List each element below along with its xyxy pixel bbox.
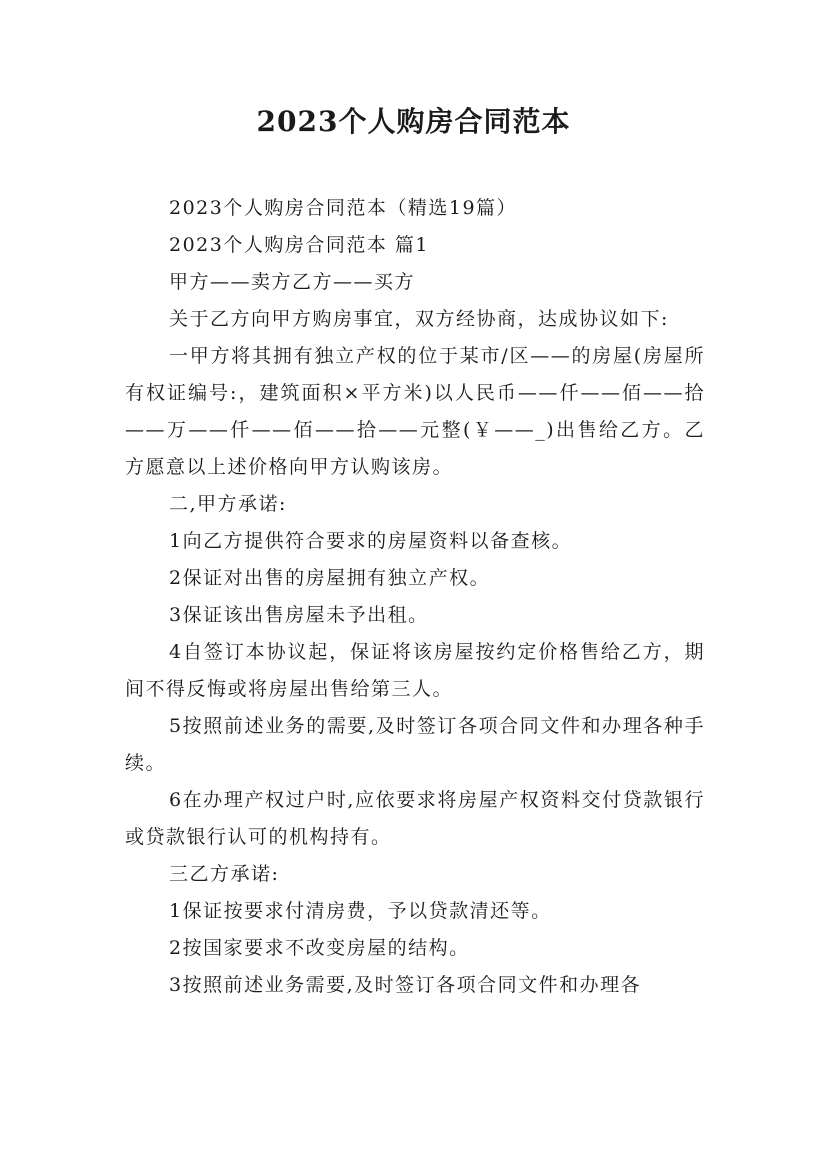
paragraph-seller-2: 2保证对出售的房屋拥有独立产权。: [169, 567, 491, 589]
paragraph-seller-1: 1向乙方提供符合要求的房屋资料以备查核。: [169, 530, 573, 552]
paragraph-buyer-2: 2按国家要求不改变房屋的结构。: [169, 937, 470, 959]
paragraph-intro: 关于乙方向甲方购房事宜，双方经协商，达成协议如下:: [169, 308, 669, 330]
paragraph-parties: 甲方——卖方乙方——买方: [169, 271, 416, 293]
paragraph-buyer-1: 1保证按要求付清房费，予以贷款清还等。: [169, 900, 552, 922]
paragraph-seller-6: 6在办理产权过户时,应依要求将房屋产权资料交付贷款银行或贷款银行认可的机构持有。: [125, 789, 705, 848]
paragraph-buyer-heading: 三乙方承诺:: [169, 863, 280, 885]
paragraph-seller-heading: 二,甲方承诺:: [169, 493, 287, 515]
paragraph-seller-5: 5按照前述业务的需要,及时签订各项合同文件和办理各种手续。: [125, 715, 705, 774]
paragraph-clause-1: 一甲方将其拥有独立产权的位于某市/区——的房屋(房屋所有权证编号:，建筑面积×平方米)以人民币——仟——佰——拾——万——仟——佰——拾——元整(￥——_)出售给乙方。乙方愿意以上述价格向甲方认购该房。: [125, 345, 705, 478]
paragraph-seller-4: 4自签订本协议起，保证将该房屋按约定价格售给乙方，期间不得反悔或将房屋出售给第三人。: [125, 641, 705, 700]
paragraph-seller-3: 3保证该出售房屋未予出租。: [169, 604, 429, 626]
paragraph-buyer-3: 3按照前述业务需要,及时签订各项合同文件和办理各: [169, 974, 642, 996]
document-title: 2023个人购房合同范本: [256, 105, 571, 138]
paragraph-subtitle: 2023个人购房合同范本（精选19篇）: [169, 197, 518, 219]
paragraph-section-heading: 2023个人购房合同范本 篇1: [169, 234, 429, 256]
document-body: [125, 190, 705, 1004]
